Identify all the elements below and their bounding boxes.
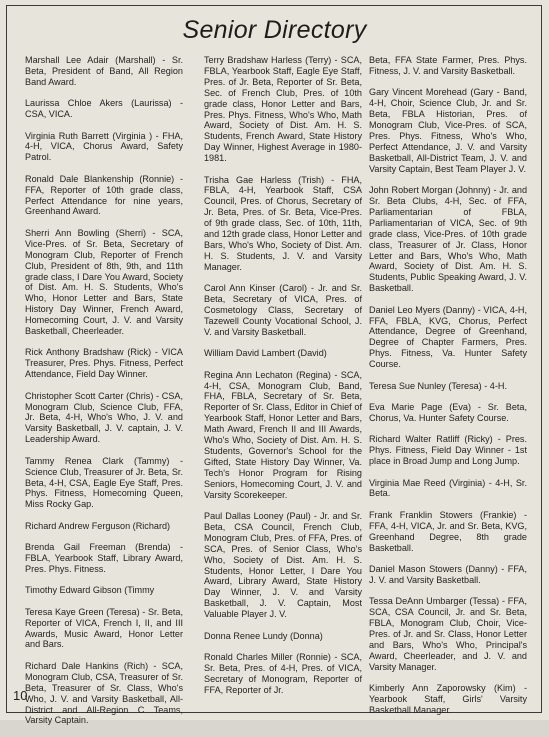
directory-entry: Ronald Dale Blankenship (Ronnie) - FFA, Reporter of 10th grade class, Perfect Attendance for nine years, Greenhand Award. [25,173,183,217]
directory-entry: Tammy Renea Clark (Tammy) - Science Club, Treasurer of Jr. Beta, Sr. Beta, 4-H, CSA, Eagle Eye Staff, Pres. Phys. Fitness, Homecoming Queen, Miss Rocky Gap. [25,455,183,510]
directory-entry: Marshall Lee Adair (Marshall) - Sr. Beta, President of Band, All Region Band Award. [25,55,183,87]
directory-entry: Laurissa Chloe Akers (Laurissa) - CSA, VICA. [25,98,183,120]
directory-entry: Ronald Charles Miller (Ronnie) - SCA, Sr. Beta, Pres. of 4-H, Pres. of VICA, Secretary of Monogram, Reporter of FFA, Reporter of Jr. [204,652,362,695]
page-number: 10 [13,688,28,703]
directory-entry: Virginia Ruth Barrett (Virginia ) - FHA, 4-H, VICA, Chorus Award, Safety Patrol. [25,130,183,163]
directory-entry: Regina Ann Lechaton (Regina) - SCA, 4-H, CSA, Monogram Club, Band, FHA, FBLA, Secretary of Sr. Beta, Reporter of Sr. Class, Editor in Chief of Yearbook Staff, Honor Letter and Bars, Math Award, French II and III Awards, Who's Who, Society of Dist. Am. H. S. Students, Governor's School for the Gifted, State History Day Winner, Va. Tech's Honor Program for Rising Seniors, Homecoming Court, J. V. and Varsity Scorekeeper. [204,369,362,500]
directory-entry: John Robert Morgan (Johnny) - Jr. and Sr. Beta Clubs, 4-H, Sec. of FFA, Parliamentarian of FBLA, Parliamentarian of VICA, Sec. of 9th grade class, Vice-Pres. of 10th grade class, Treasurer of Jr. Class, Honor Letter and Bars, Who's Who, Math Award, Society of Dist. Am. H. S. Students, Public Speaking Award, J. V. Basketball. [369,185,527,294]
directory-entry: Trisha Gae Harless (Trish) - FHA, FBLA, 4-H, Yearbook Staff, CSA Council, Pres. of Chorus, Secretary of Jr. Beta, Pres. of Sr. Beta, Vice-Pres. of 9th grade class, Sec. of 10th, 11th, and 12th grade class, Honor Letter and Bars, Who's Who, Society of Dist. Am. H. S. Students, J. V. and Varsity Manager. [204,174,362,272]
directory-entry: Gary Vincent Morehead (Gary - Band, 4-H, Choir, Science Club, Jr. and Sr. Beta, FBLA Historian, Pres. of Monogram Club, Vice-Pres. of SCA, Pres. Phys. Fitness, Who's Who, Perfect Attendance, J. V. and Varsity Basketball, All-District Team, J. V. and Varsity Captain, Best Team Player J. V. [369,87,527,174]
directory-entry: Donna Renee Lundy (Donna) [204,630,323,641]
directory-entry: Brenda Gail Freeman (Brenda) - FBLA, Yearbook Staff, Library Award, Pres. Phys. Fitness. [25,542,183,574]
directory-entry: Timothy Edward Gibson (Timmy [25,585,155,596]
directory-entry: Richard Andrew Ferguson (Richard) [25,520,171,531]
directory-column-2 [204,55,362,706]
directory-entry: Virginia Mae Reed (Virginia) - 4-H, Sr. Beta. [369,477,527,499]
directory-entry: Daniel Leo Myers (Danny) - VICA, 4-H, FFA, FBLA, KVG, Chorus, Perfect Attendance, Degree of Greenhand, Degree of Chapter Farmers, Pres. Phys. Fitness, Va. Hunter Safety Course. [369,304,527,370]
directory-entry: William David Lambert (David) [204,348,327,359]
directory-column-1 [25,55,183,737]
directory-entry: Tessa DeAnn Umbarger (Tessa) - FFA, SCA, CSA Council, Jr. and Sr. Beta, FBLA, Monogram Club, Choir, Vice-Pres. of Jr. and Sr. Class, Honor Letter and Bars, Who's Who, Principal's Award, Cheerleader, and J. V. and Varsity Manager. [369,596,527,672]
directory-entry: Carol Ann Kinser (Carol) - Jr. and Sr. Beta, Secretary of VICA, Pres. of Cosmetology Class, Secretary of Tazewell County Vocational School, J. V. and Varsity Basketball. [204,283,362,337]
directory-column-3 [369,55,527,726]
directory-entry: Paul Dallas Looney (Paul) - Jr. and Sr. Beta, CSA Council, French Club, Monogram Club, Pres. of FFA, Pres. of SCA, Pres. of Senior Class, Who's Who, Society of Dist. Am. H. S. Students, Honor Letter, I Dare You Award, Library Award, State History Day Winner, J. V. and Varsity Basketball, J. V. Captain, Most Valuable Player J. V. [204,511,362,620]
directory-entry: Daniel Mason Stowers (Danny) - FFA, J. V. and Varsity Basketball. [369,563,527,585]
page-title: Senior Directory [182,16,367,44]
directory-entry: Eva Marie Page (Eva) - Sr. Beta, Chorus, Va. Hunter Safety Course. [369,401,527,423]
directory-entry: Rick Anthony Bradshaw (Rick) - VICA Treasurer, Pres. Phys. Fitness, Perfect Attendance, Field Day Winner. [25,347,183,380]
directory-entry: Frank Franklin Stowers (Frankie) - FFA, 4-H, VICA, Jr. and Sr. Beta, KVG, Greenhand Degree, 8th grade Basketball. [369,509,527,553]
directory-entry: Richard Walter Ratliff (Ricky) - Pres. Phys. Fitness, Field Day Winner - 1st place in Broad Jump and Long Jump. [369,434,527,467]
directory-entry: Teresa Sue Nunley (Teresa) - 4-H. [369,380,507,391]
directory-entry: Christopher Scott Carter (Chris) - CSA, Monogram Club, Science Club, FFA, Jr. Beta, 4-H, Who's Who, J. V. and Varsity Basketball, J. V. captain, J. V. Leadership Award. [25,390,183,445]
directory-entry: Terry Bradshaw Harless (Terry) - SCA, FBLA, Yearbook Staff, Eagle Eye Staff, Pres. of Jr. Beta, Reporter of Sr. Beta, Sec. of French Club, Pres. of 10th grade class, Honor Letter and Bars, Pres. Phys. Fitness, Who's Who, Math Award, Society of Dist. Am. H. S. Students, French Award, State History Day Winner, Highest Average in 1980-1981. [204,55,362,164]
directory-entry: Sherri Ann Bowling (Sherri) - SCA, Vice-Pres. of Sr. Beta, Secretary of Monogram Club, Reporter of French Club, President of 8th, 9th, and 11th grade class, I Dare You Award, Society of Dist. Am. H. S. Students, Who's Who, Honor Letter and Bars, State History Day Winner, French Award, Homecoming Court, J. V. and Varsity Basketball, Cheerleader. [25,227,183,337]
directory-entry: Teresa Kaye Green (Teresa) - Sr. Beta, Reporter of VICA, French I, II, and III Awards, Music Award, Honor Letter and Bars. [25,606,183,650]
directory-entry: Kimberly Ann Zaporowsky (Kim) - Yearbook Staff, Girls' Varsity Basketball Manager. [369,683,527,715]
directory-entry: Richard Dale Hankins (Rich) - SCA, Monogram Club, CSA, Treasurer of Sr. Beta, Treasurer of Sr. Class, Who's Who, J. V. and Varsity Basketball, All-District and All-Region C Teams, Varsity Captain. [25,660,183,726]
directory-entry: Beta, FFA State Farmer, Pres. Phys. Fitness, J. V. and Varsity Basketball. [369,55,527,76]
